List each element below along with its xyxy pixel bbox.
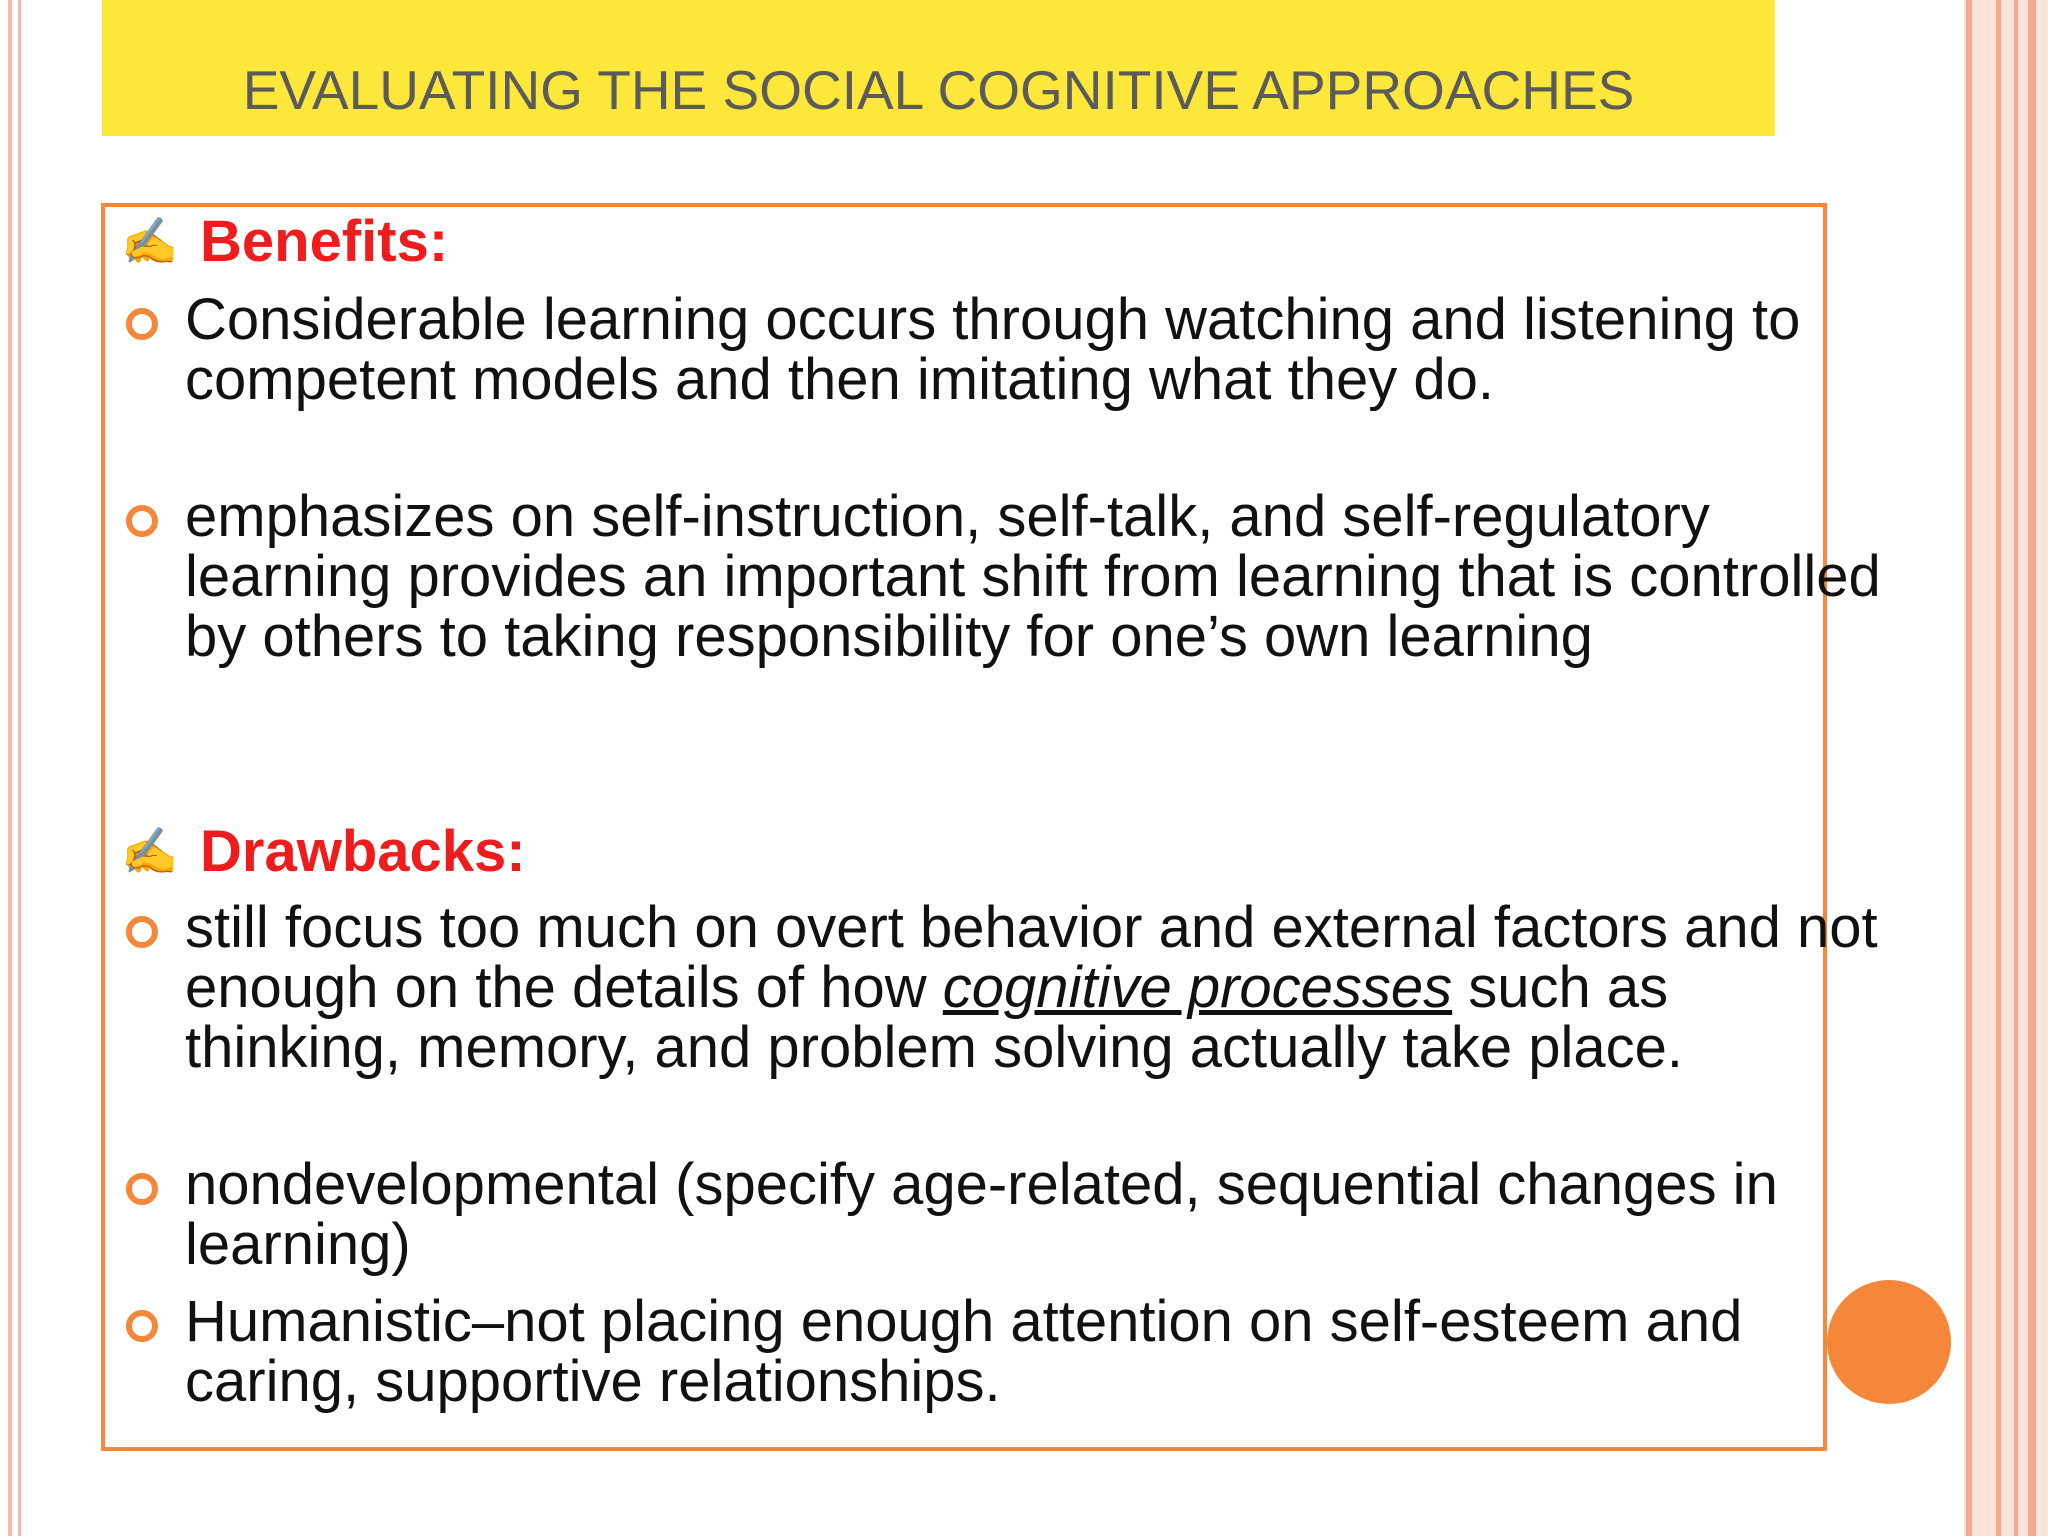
drawback-text-part: such as thinking, memory, and problem solving actually take place. <box>185 955 1684 1080</box>
benefit-text: emphasizes on self-instruction, self-talk, and self-regulatory learning provides an important shift from learning that is controlled by others to taking responsibility for one’s own learning <box>185 484 1881 669</box>
writing-hand-icon: ✍ <box>121 825 179 877</box>
decor-stripe-right-4 <box>2028 0 2036 1536</box>
bullet-circle-icon <box>126 1173 158 1205</box>
slide-title: EVALUATING THE SOCIAL COGNITIVE APPROACHES <box>242 59 1635 121</box>
bullet-circle-icon <box>126 505 158 537</box>
drawbacks-heading-label: Drawbacks: <box>200 819 526 884</box>
title-bar <box>102 0 1775 136</box>
decor-orange-circle <box>1827 1280 1951 1404</box>
drawback-text: Humanistic–not placing enough attention on self-esteem and caring, supportive relationships. <box>185 1289 1743 1414</box>
bullet-circle-icon <box>126 308 158 340</box>
benefits-heading-label: Benefits: <box>200 209 449 274</box>
decor-stripe-right-1 <box>1966 0 1972 1536</box>
benefit-text: Considerable learning occurs through watching and listening to competent models and then imitating what they do. <box>185 287 1801 412</box>
drawback-text: nondevelopmental (specify age-related, sequential changes in learning) <box>185 1152 1778 1277</box>
bullet-circle-icon <box>126 1310 158 1342</box>
decor-stripe-left-1 <box>8 0 12 1536</box>
drawback-text-part: still focus too much on overt behavior and external factors and not enough on the details of how <box>185 895 1878 1020</box>
writing-hand-icon: ✍ <box>121 215 179 267</box>
drawback-text <box>185 895 1885 1080</box>
benefits-heading <box>120 208 448 275</box>
drawbacks-heading <box>120 818 526 885</box>
decor-stripe-left-2 <box>18 0 21 1536</box>
decor-stripe-right-3 <box>2014 0 2018 1536</box>
bullet-circle-icon <box>126 916 158 948</box>
cognitive-processes-emphasis: cognitive processes <box>942 955 1453 1020</box>
decor-stripe-right-2 <box>1996 0 2001 1536</box>
